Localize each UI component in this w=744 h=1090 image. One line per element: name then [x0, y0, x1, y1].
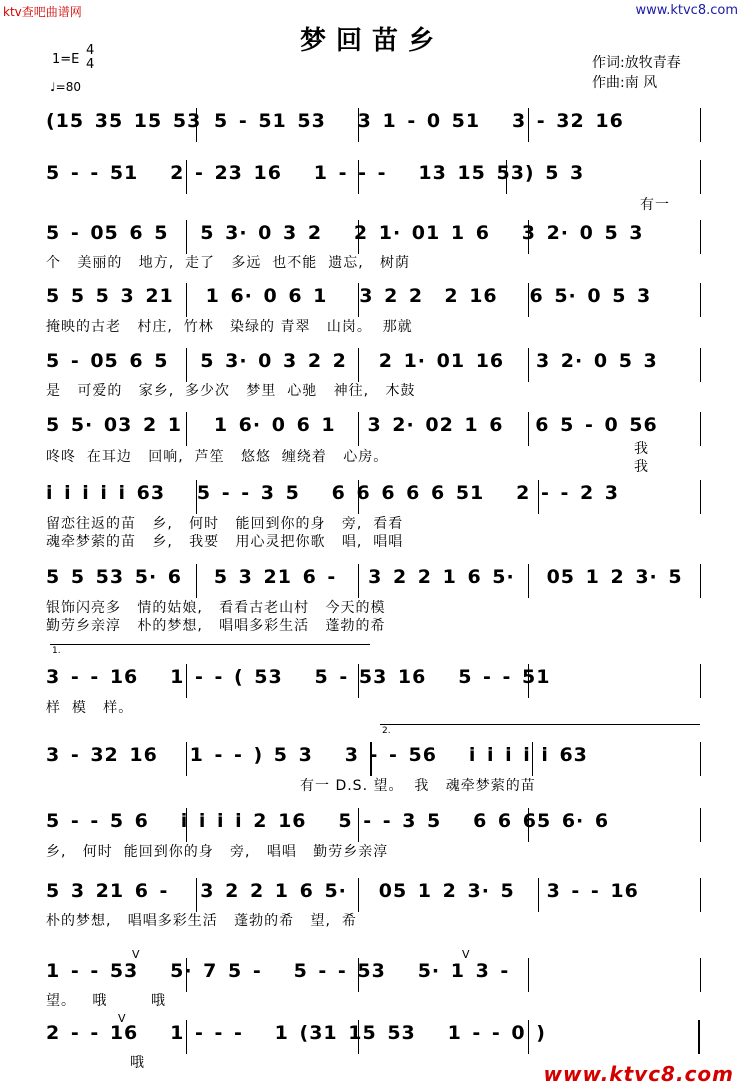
barline [358, 283, 359, 317]
lyric-line: 个 美丽的 地方, 走了 多远 也不能 遗忘, 树荫 [46, 255, 411, 271]
barline [186, 220, 187, 254]
lyric-line: 掩映的古老 村庄, 竹林 染绿的 青翠 山岗。 那就 [46, 319, 413, 335]
watermark-bottom-text: www.ktvc8.com [543, 1062, 734, 1086]
notes: 5 - - 5 6 i i i i 2 16 5 - - 3 5 6 6 65 6· 6 [46, 810, 610, 832]
music-line-9 [46, 666, 702, 696]
barline [186, 664, 187, 698]
barline [186, 958, 187, 992]
barline [358, 108, 359, 142]
barline [700, 742, 701, 776]
barline [538, 480, 539, 514]
barline [700, 480, 701, 514]
music-line-11 [46, 810, 702, 840]
breath-mark: V [132, 948, 140, 961]
pickup-lyric: 我 [634, 459, 648, 475]
volta-bracket-2 [380, 724, 700, 739]
barline [700, 348, 701, 382]
music-line-1 [46, 110, 702, 140]
barline [358, 1020, 359, 1054]
notes: 5 - 05 6 5 5 3· 0 3 2 2 2 1· 01 16 3 2· 0 5 3 [46, 350, 658, 372]
barline [358, 878, 359, 912]
music-line-6 [46, 414, 702, 444]
barline [358, 958, 359, 992]
barline [528, 108, 529, 142]
meter-top: 4 [86, 43, 95, 58]
lyric-line: 样 模 样。 [46, 700, 134, 716]
barline [358, 220, 359, 254]
key-signature: 1=E [52, 52, 80, 67]
music-line-13 [46, 960, 702, 990]
watermark-top-left: ktv查吧曲谱网 [3, 5, 82, 19]
lyric-line: 留恋往返的苗 乡, 何时 能回到你的身 旁, 看看 [46, 516, 404, 532]
barline [528, 958, 529, 992]
music-line-2 [46, 162, 702, 192]
breath-mark: V [462, 948, 470, 961]
barline [700, 958, 701, 992]
notes: 1 - - 53 5· 7 5 - 5 - - 53 5· 1 3 - [46, 960, 510, 982]
lyric-line: 乡, 何时 能回到你的身 旁, 唱唱 勤劳乡亲淳 [46, 844, 389, 860]
notes-tail: 5 - 51 53 3 1 - 0 51 3 - 32 16 [214, 110, 624, 132]
barline [528, 808, 529, 842]
barline [700, 283, 701, 317]
barline [358, 412, 359, 446]
music-line-4 [46, 285, 702, 315]
barline [700, 564, 701, 598]
barline [700, 878, 701, 912]
barline [196, 480, 197, 514]
music-line-12 [46, 880, 702, 910]
barline [186, 1020, 187, 1054]
barline [700, 664, 701, 698]
lyric-line: 有一 [640, 197, 670, 213]
barline [186, 742, 187, 776]
barline [358, 160, 359, 194]
barline [532, 742, 533, 776]
composer-credit: 作曲:南 风 [592, 75, 658, 91]
barline [186, 160, 187, 194]
barline [528, 564, 529, 598]
tempo-mark: ♩=80 [50, 80, 81, 94]
watermark-top-right: www.ktvc8.com [635, 3, 738, 18]
lyric-line: 望。 哦 哦 [46, 993, 166, 1009]
barline [186, 348, 187, 382]
lyric-line: 有一 D.S. 望。 我 魂牵梦萦的苗 [300, 778, 536, 794]
barline [186, 412, 187, 446]
meter-bottom: 4 [86, 57, 95, 72]
lyric-line: 魂牵梦萦的苗 乡, 我要 用心灵把你歌 唱, 唱唱 [46, 534, 404, 550]
barline [358, 564, 359, 598]
barline [528, 348, 529, 382]
music-line-7 [46, 482, 702, 512]
lyric-line: 咚咚 在耳边 回响, 芦笙 悠悠 缠绕着 心房。 [46, 449, 389, 465]
barline [700, 108, 701, 142]
time-signature [86, 44, 94, 72]
volta-label: 2. [382, 726, 391, 736]
notes: 3 - 32 16 1 - - ) 5 3 3 - - 56 i i i i i 63 [46, 744, 588, 766]
volta-bracket-1 [50, 644, 370, 659]
notes: 3 - - 16 1 - - ( 53 5 - 53 16 5 - - 51 [46, 666, 551, 688]
double-barline [370, 742, 372, 776]
barline [186, 808, 187, 842]
notes: (15 35 15 53 [46, 110, 202, 132]
barline [196, 108, 197, 142]
barline [700, 808, 701, 842]
notes: 5 - 05 6 5 5 3· 0 3 2 2 1· 01 1 6 3 2· 0 5 3 [46, 222, 644, 244]
notes: 5 5 5 3 21 1 6· 0 6 1 3 2 2 2 16 6 5· 0 5 3 [46, 285, 652, 307]
notes: 5 - - 51 2 - 23 16 1 - - - 13 15 53) 5 3 [46, 162, 585, 184]
barline [528, 664, 529, 698]
music-line-8 [46, 566, 702, 596]
barline [196, 878, 197, 912]
barline [186, 283, 187, 317]
music-line-3 [46, 222, 702, 252]
lyric-line: 哦 [130, 1055, 145, 1071]
watermark-bottom [544, 1062, 734, 1086]
barline [528, 1020, 529, 1054]
barline [196, 564, 197, 598]
lyric-line: 是 可爱的 家乡, 多少次 梦里 心驰 神往, 木鼓 [46, 383, 416, 399]
notes: 5 3 21 6 - 3 2 2 1 6 5· 05 1 2 3· 5 3 - - 16 [46, 880, 639, 902]
music-line-14 [46, 1022, 702, 1052]
barline [700, 220, 701, 254]
volta-label: 1. [52, 646, 61, 656]
barline [358, 348, 359, 382]
notes: 5 5· 03 2 1 1 6· 0 6 1 3 2· 02 1 6 6 5 - 0 56 [46, 414, 658, 436]
pickup-lyric: 我 [634, 441, 648, 457]
barline [506, 160, 507, 194]
barline [528, 220, 529, 254]
music-line-10 [46, 744, 702, 774]
lyric-line: 勤劳乡亲淳 朴的梦想, 唱唱多彩生活 蓬勃的希 [46, 618, 386, 634]
barline [538, 878, 539, 912]
barline [358, 480, 359, 514]
final-barline [698, 1020, 700, 1054]
barline [528, 412, 529, 446]
lyric-line: 银饰闪亮多 情的姑娘, 看看古老山村 今天的模 [46, 600, 386, 616]
pickup-lyrics [634, 440, 648, 476]
lyric-line: 朴的梦想, 唱唱多彩生活 蓬勃的希 望, 希 [46, 913, 357, 929]
breath-mark: V [118, 1012, 126, 1025]
song-title: 梦回苗乡 [299, 26, 444, 56]
notes: i i i i i 63 5 - - 3 5 6 6 6 6 6 51 2 - - 2 3 [46, 482, 620, 504]
music-line-5 [46, 350, 702, 380]
notes: 5 5 53 5· 6 5 3 21 6 - 3 2 2 1 6 5· 05 1 2 3· 5 [46, 566, 683, 588]
barline [528, 283, 529, 317]
barline [700, 412, 701, 446]
barline [700, 160, 701, 194]
barline [358, 808, 359, 842]
barline [358, 664, 359, 698]
lyricist-credit: 作词:放牧青春 [592, 55, 681, 71]
notes: 2 - - 16 1 - - - 1 (31 15 53 1 - - 0 ) [46, 1022, 546, 1044]
